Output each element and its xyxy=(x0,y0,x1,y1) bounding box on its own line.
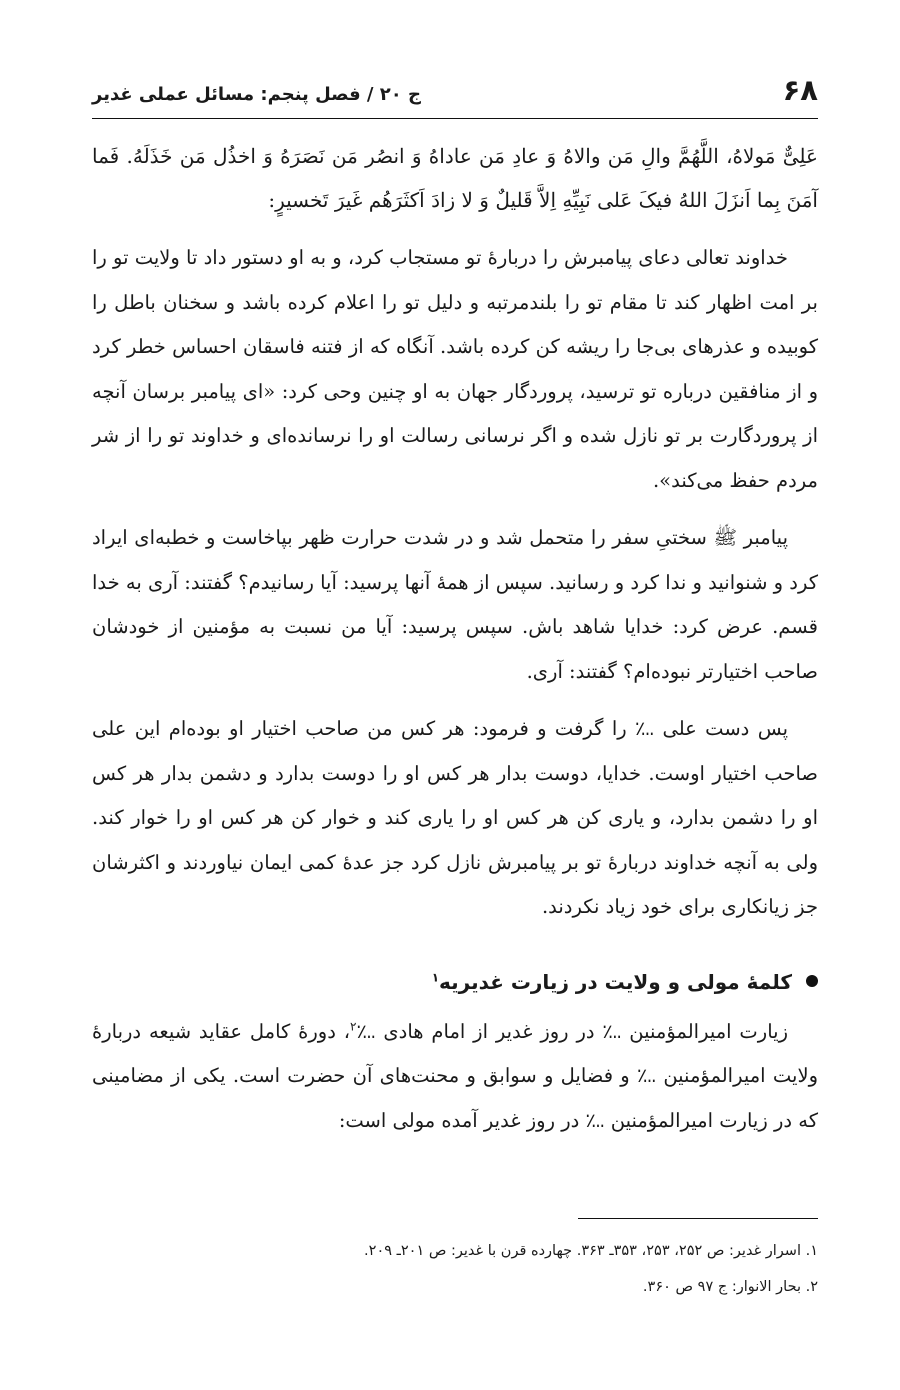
section-text-part1: زیارت امیرالمؤمنین ؊ در روز غدیر از امام هادی ؊ xyxy=(356,1019,788,1043)
footnote-ref-1[interactable]: ۱ xyxy=(431,969,440,984)
running-head: ج ۲۰ / فصل پنجم: مسائل عملی غدیر xyxy=(92,84,422,105)
paragraph-3: پس دست علی ؊ را گرفت و فرمود: هر کس من صاحب اختیار او بوده‌ام این علی صاحب اختیار اوست. خدایا، دوست بدار هر کس او را دوست بدارد و دشمن بدار هر کس او را دشمن بدارد، و یاری کن هر کس او را یاری کند و خوار کن هر کس او را خوار کند. ولی به آنچه خداوند دربارهٔ تو بر پیامبرش نازل کرد جز عدهٔ کمی ایمان نیاوردند و اکثرشان جز زیانکاری برای خود زیاد نکردند. xyxy=(92,717,818,918)
section-text-part2: ، دورهٔ کامل عقاید شیعه دربارهٔ ولایت امیرالمؤمنین ؊ و فضایل و سوابق و محنت‌های آن حضرت است. یکی از مضامینی که در زیارت امیرالمؤمنین ؊ در روز غدیر آمده مولی است: xyxy=(92,1019,818,1132)
section-heading-text: کلمهٔ مولی و ولایت در زیارت غدیریه xyxy=(439,969,792,994)
footnote-ref-2[interactable]: ۲ xyxy=(350,1019,357,1033)
footnote-rule xyxy=(578,1218,818,1219)
bullet-icon xyxy=(806,975,818,987)
footnote-1: ۱. اسرار غدیر: ص ۲۵۲، ۲۵۳، ۳۵۳ـ ۳۶۳. چهارده قرن با غدیر: ص ۲۰۱ـ ۲۰۹. xyxy=(364,1243,818,1259)
section-heading xyxy=(92,962,818,1002)
section-paragraph xyxy=(92,1010,818,1144)
page-header xyxy=(92,70,818,118)
arabic-quote: عَلِیٌّ مَولاهُ، اللَّهُمَّ والِ مَن والاهُ وَ عادِ مَن عاداهُ وَ انصُر مَن نَصَرَهُ وَ اخذُل مَن خَذَلَهُ. فَما آمَنَ بِما اَنزَلَ اللهُ فیکَ عَلی نَبِیِّهِ اِلاَّ قَلیلٌ وَ لا زادَ اَکثَرَهُم غَیرَ تَخسیرٍ: xyxy=(92,144,818,212)
header-rule xyxy=(92,118,818,119)
paragraph-2: پیامبر ﷺ سختیِ سفر را متحمل شد و در شدت حرارت ظهر بپاخاست و خطبه‌ای ایراد کرد و شنوانید و ندا کرد و رسانید. سپس از همهٔ آنها پرسید: آیا رسانیدم؟ گفتند: آری به خدا قسم. عرض کرد: خدایا شاهد باش. سپس پرسید: آیا من نسبت به مؤمنین از خودشان صاحب اختیارتر نبوده‌ام؟ گفتند: آری. xyxy=(92,526,818,683)
paragraph-1: خداوند تعالی دعای پیامبرش را دربارهٔ تو مستجاب کرد، و به او دستور داد تا ولایت تو را بر امت اظهار کند تا مقام تو را بلندمرتبه و دلیل تو را اعلام کرده باشد و سخنان باطل را کوبیده و عذرهای بی‌جا را ریشه کن کرده باشد. آنگاه که از فتنه فاسقان احساس خطر کرد و از منافقین درباره تو ترسید، پروردگار جهان به او چنین وحی کرد: «ای پیامبر برسان آنچه از پروردگارت بر تو نازل شده و اگر نرسانی رسالت او را نرسانده‌ای و خداوند تو را از شر مردم حفظ می‌کند». xyxy=(91,246,818,492)
page-number: ۶۸ xyxy=(782,73,818,107)
page-body xyxy=(92,134,818,1156)
footnote-2: ۲. بحار الانوار: ج ۹۷ ص ۳۶۰. xyxy=(642,1279,818,1295)
footnotes xyxy=(92,1236,818,1308)
